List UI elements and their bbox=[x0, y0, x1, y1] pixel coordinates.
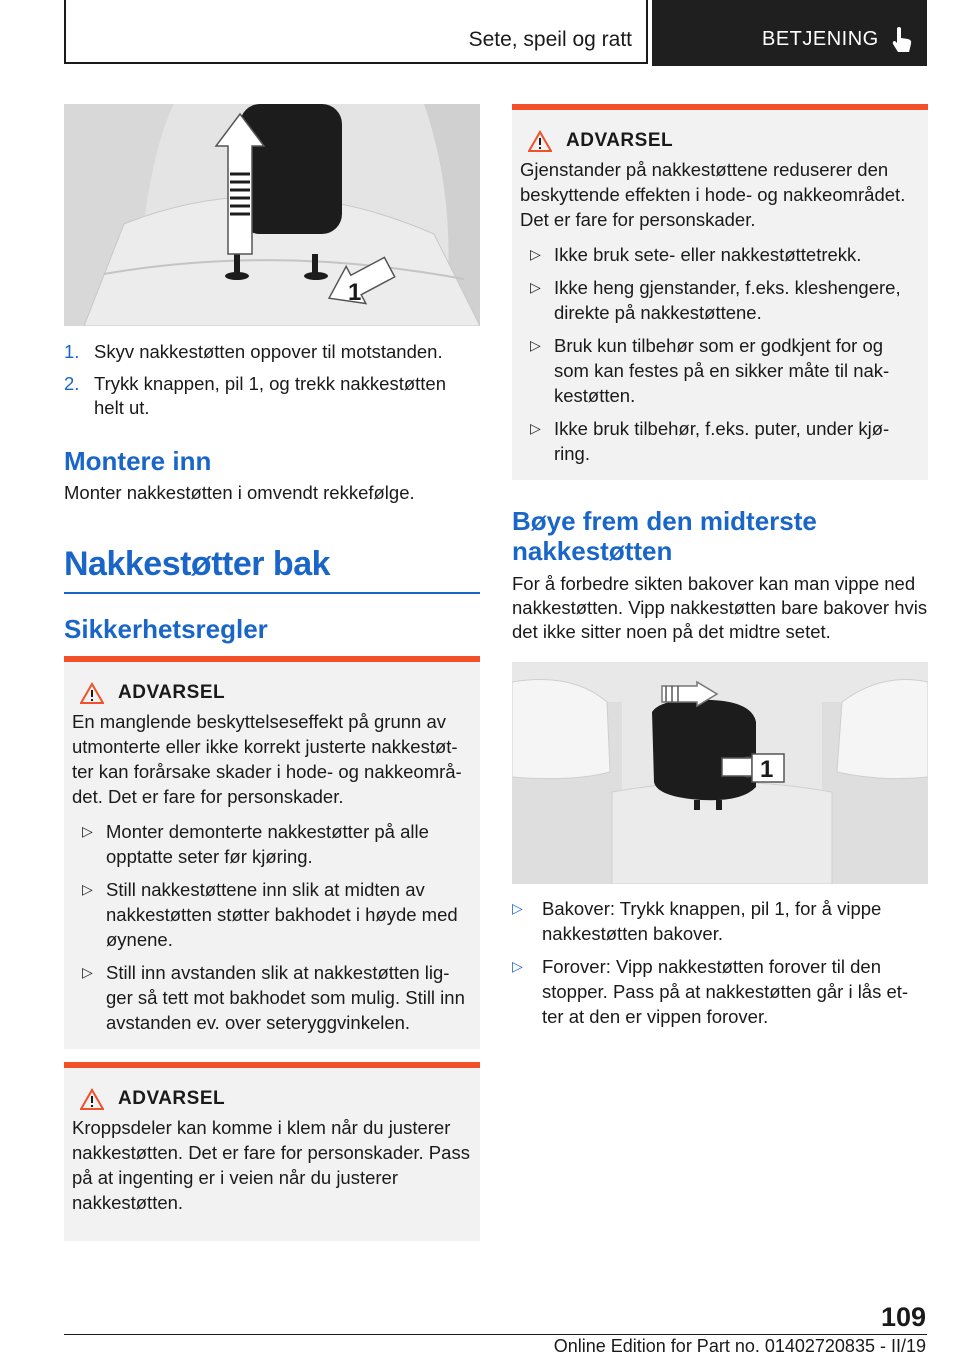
list-item: ▷ Ikke bruk sete- eller nakkestøttetrekk. bbox=[530, 244, 862, 265]
warning-list bbox=[72, 819, 472, 1035]
removal-steps bbox=[64, 340, 480, 428]
main-heading: Nakkestøtter bak bbox=[64, 545, 331, 583]
fold-list bbox=[512, 896, 928, 1037]
list-item: ▷ Bakover: Trykk knappen, pil 1, for å vippe nakkestøtten bakover. bbox=[512, 898, 882, 944]
safety-heading: Sikkerhetsregler bbox=[64, 614, 268, 644]
warning-box-1 bbox=[64, 656, 480, 1049]
list-item: 1. Skyv nakkestøtten oppover til motstanden. bbox=[64, 341, 443, 362]
warning-box-3 bbox=[512, 104, 928, 480]
list-item: 2. Trykk knappen, pil 1, og trekk nakkestøtten helt ut. bbox=[64, 373, 447, 418]
warning-icon bbox=[80, 1088, 104, 1110]
figure2-callout: 1 bbox=[760, 756, 774, 783]
chapter-tab-label: BETJENING bbox=[762, 28, 879, 50]
footer-rule bbox=[64, 1334, 927, 1335]
warning-icon bbox=[80, 682, 104, 704]
headrest-fold-figure bbox=[512, 662, 928, 884]
list-item: ▷ Bruk kun tilbehør som er godkjent for og som kan festes på en sikker måte til nak-kestøtten. bbox=[530, 335, 890, 406]
list-item: ▷ Forover: Vipp nakkestøtten forover til den stopper. Pass på at nakkestøtten går i lås et-ter at den er vippen forover. bbox=[512, 956, 909, 1027]
list-item: ▷ Still nakkestøttene inn slik at midten av nakkestøtten støtter bakhodet i høyde med øynene. bbox=[82, 879, 458, 950]
headrest-removal-illustration bbox=[64, 104, 480, 326]
headrest-fold-illustration bbox=[512, 662, 928, 884]
figure1-callout: 1 bbox=[348, 279, 362, 306]
install-text: Monter nakkestøtten i omvendt rekkefølge. bbox=[64, 482, 415, 503]
warning-title: ADVARSEL bbox=[80, 680, 472, 705]
warning-text: Gjenstander på nakkestøttene reduserer den beskyttende effekten i hode- og nakkeområdet. Det er fare for personskader. bbox=[520, 159, 906, 230]
fold-text: For å forbedre sikten bakover kan man vippe ned nakkestøtten. Vipp nakkestøtten bare bakover hvis det ikke sitter noen på det midtre setet. bbox=[512, 573, 928, 642]
chapter-tab[interactable] bbox=[652, 0, 927, 66]
warning-list bbox=[520, 242, 920, 466]
warning-title: ADVARSEL bbox=[528, 128, 920, 153]
heading-rule bbox=[64, 592, 480, 594]
header-frame bbox=[64, 0, 648, 64]
warning-title: ADVARSEL bbox=[80, 1086, 472, 1111]
warning-text: En manglende beskyttelseseffekt på grunn av utmonterte eller ikke korrekt justerte nakkestøt-ter kan forårsake skader i hode- og nakkeområ-det. Det er fare for personskader. bbox=[72, 711, 462, 807]
list-item: ▷ Ikke bruk tilbehør, f.eks. puter, under kjø-ring. bbox=[530, 418, 890, 464]
install-heading: Montere inn bbox=[64, 446, 212, 476]
warning-icon bbox=[528, 130, 552, 152]
section-title: Sete, speil og ratt bbox=[468, 28, 632, 51]
footer-edition: Online Edition for Part no. 01402720835 - II/19 bbox=[553, 1336, 926, 1356]
headrest-removal-figure bbox=[64, 104, 480, 326]
list-item: ▷ Still inn avstanden slik at nakkestøtten lig-ger så tett mot bakhodet som mulig. Still inn avstanden ev. over seteryggvinkelen. bbox=[82, 962, 465, 1033]
warning-box-2 bbox=[64, 1062, 480, 1241]
warning-text: Kroppsdeler kan komme i klem når du justerer nakkestøtten. Det er fare for personskader. Pass på at ingenting er i veien når du justerer nakkestøtten. bbox=[72, 1117, 470, 1213]
pointing-hand-icon bbox=[890, 26, 912, 54]
fold-heading: Bøye frem den midterste nakkestøtten bbox=[512, 506, 817, 566]
page-number: 109 bbox=[880, 1302, 926, 1332]
list-item: ▷ Monter demonterte nakkestøtter på alle opptatte seter før kjøring. bbox=[82, 821, 429, 867]
list-item: ▷ Ikke heng gjenstander, f.eks. kleshengere, direkte på nakkestøttene. bbox=[530, 277, 901, 323]
